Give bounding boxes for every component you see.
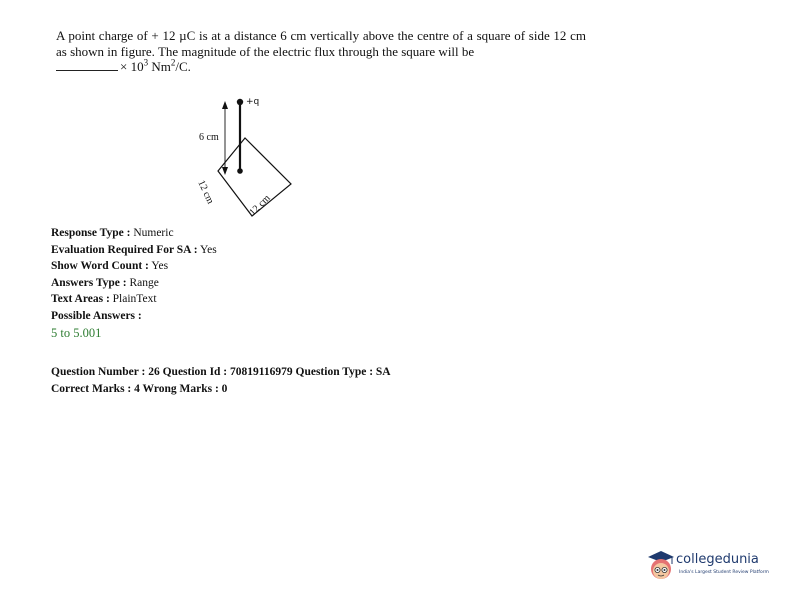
collegedunia-logo	[645, 548, 769, 586]
word-count-row: Show Word Count : Yes	[51, 260, 169, 272]
unit-exponent-2: 2	[170, 57, 176, 68]
unit-tail: /C.	[175, 59, 191, 74]
height-label: 6 cm	[199, 132, 219, 143]
possible-answers-row: Possible Answers :	[51, 309, 142, 322]
unit-prefix: × 10	[120, 59, 144, 74]
charge-point	[237, 99, 243, 105]
mascot-icon	[645, 548, 677, 584]
next-question-header	[51, 364, 391, 397]
answer-blank	[56, 60, 118, 71]
response-type-value: Numeric	[133, 227, 174, 239]
side-label-left: 12 cm	[195, 178, 216, 206]
eval-required-row: Evaluation Required For SA : Yes	[51, 243, 217, 256]
response-type-row: Response Type : Numeric	[51, 227, 174, 239]
charge-label: +q	[246, 97, 260, 107]
text-areas-row: Text Areas : PlainText	[51, 293, 157, 305]
answers-type-row: Answers Type : Range	[51, 276, 159, 289]
answers-type-value: Range	[129, 276, 159, 289]
logo-tagline: India's Largest Student Review Platform	[679, 570, 769, 575]
next-question-marks: Correct Marks : 4 Wrong Marks : 0	[51, 382, 228, 395]
answer-metadata	[51, 225, 217, 342]
logo-wordmark: collegedunia	[676, 552, 759, 567]
eval-required-value: Yes	[200, 243, 217, 256]
side-label-right: 12 cm	[247, 192, 273, 219]
height-arrow-down	[222, 167, 228, 175]
possible-answer-value: 5 to 5.001	[51, 326, 102, 340]
text-areas-value: PlainText	[112, 293, 157, 305]
question-text	[56, 28, 586, 75]
next-question-info: Question Number : 26 Question Id : 70819116979 Question Type : SA	[51, 366, 391, 378]
square-charge-figure	[185, 88, 305, 223]
question-body: A point charge of + 12 µC is at a distance 6 cm vertically above the centre of a square of side 12 cm as shown in figure. The magnitude of the electric flux through the square will be	[56, 28, 586, 59]
centre-point	[237, 168, 243, 174]
unit-exponent: 3	[143, 57, 149, 68]
word-count-value: Yes	[151, 260, 169, 272]
height-arrow-up	[222, 101, 228, 109]
unit-rest: Nm	[148, 59, 171, 74]
